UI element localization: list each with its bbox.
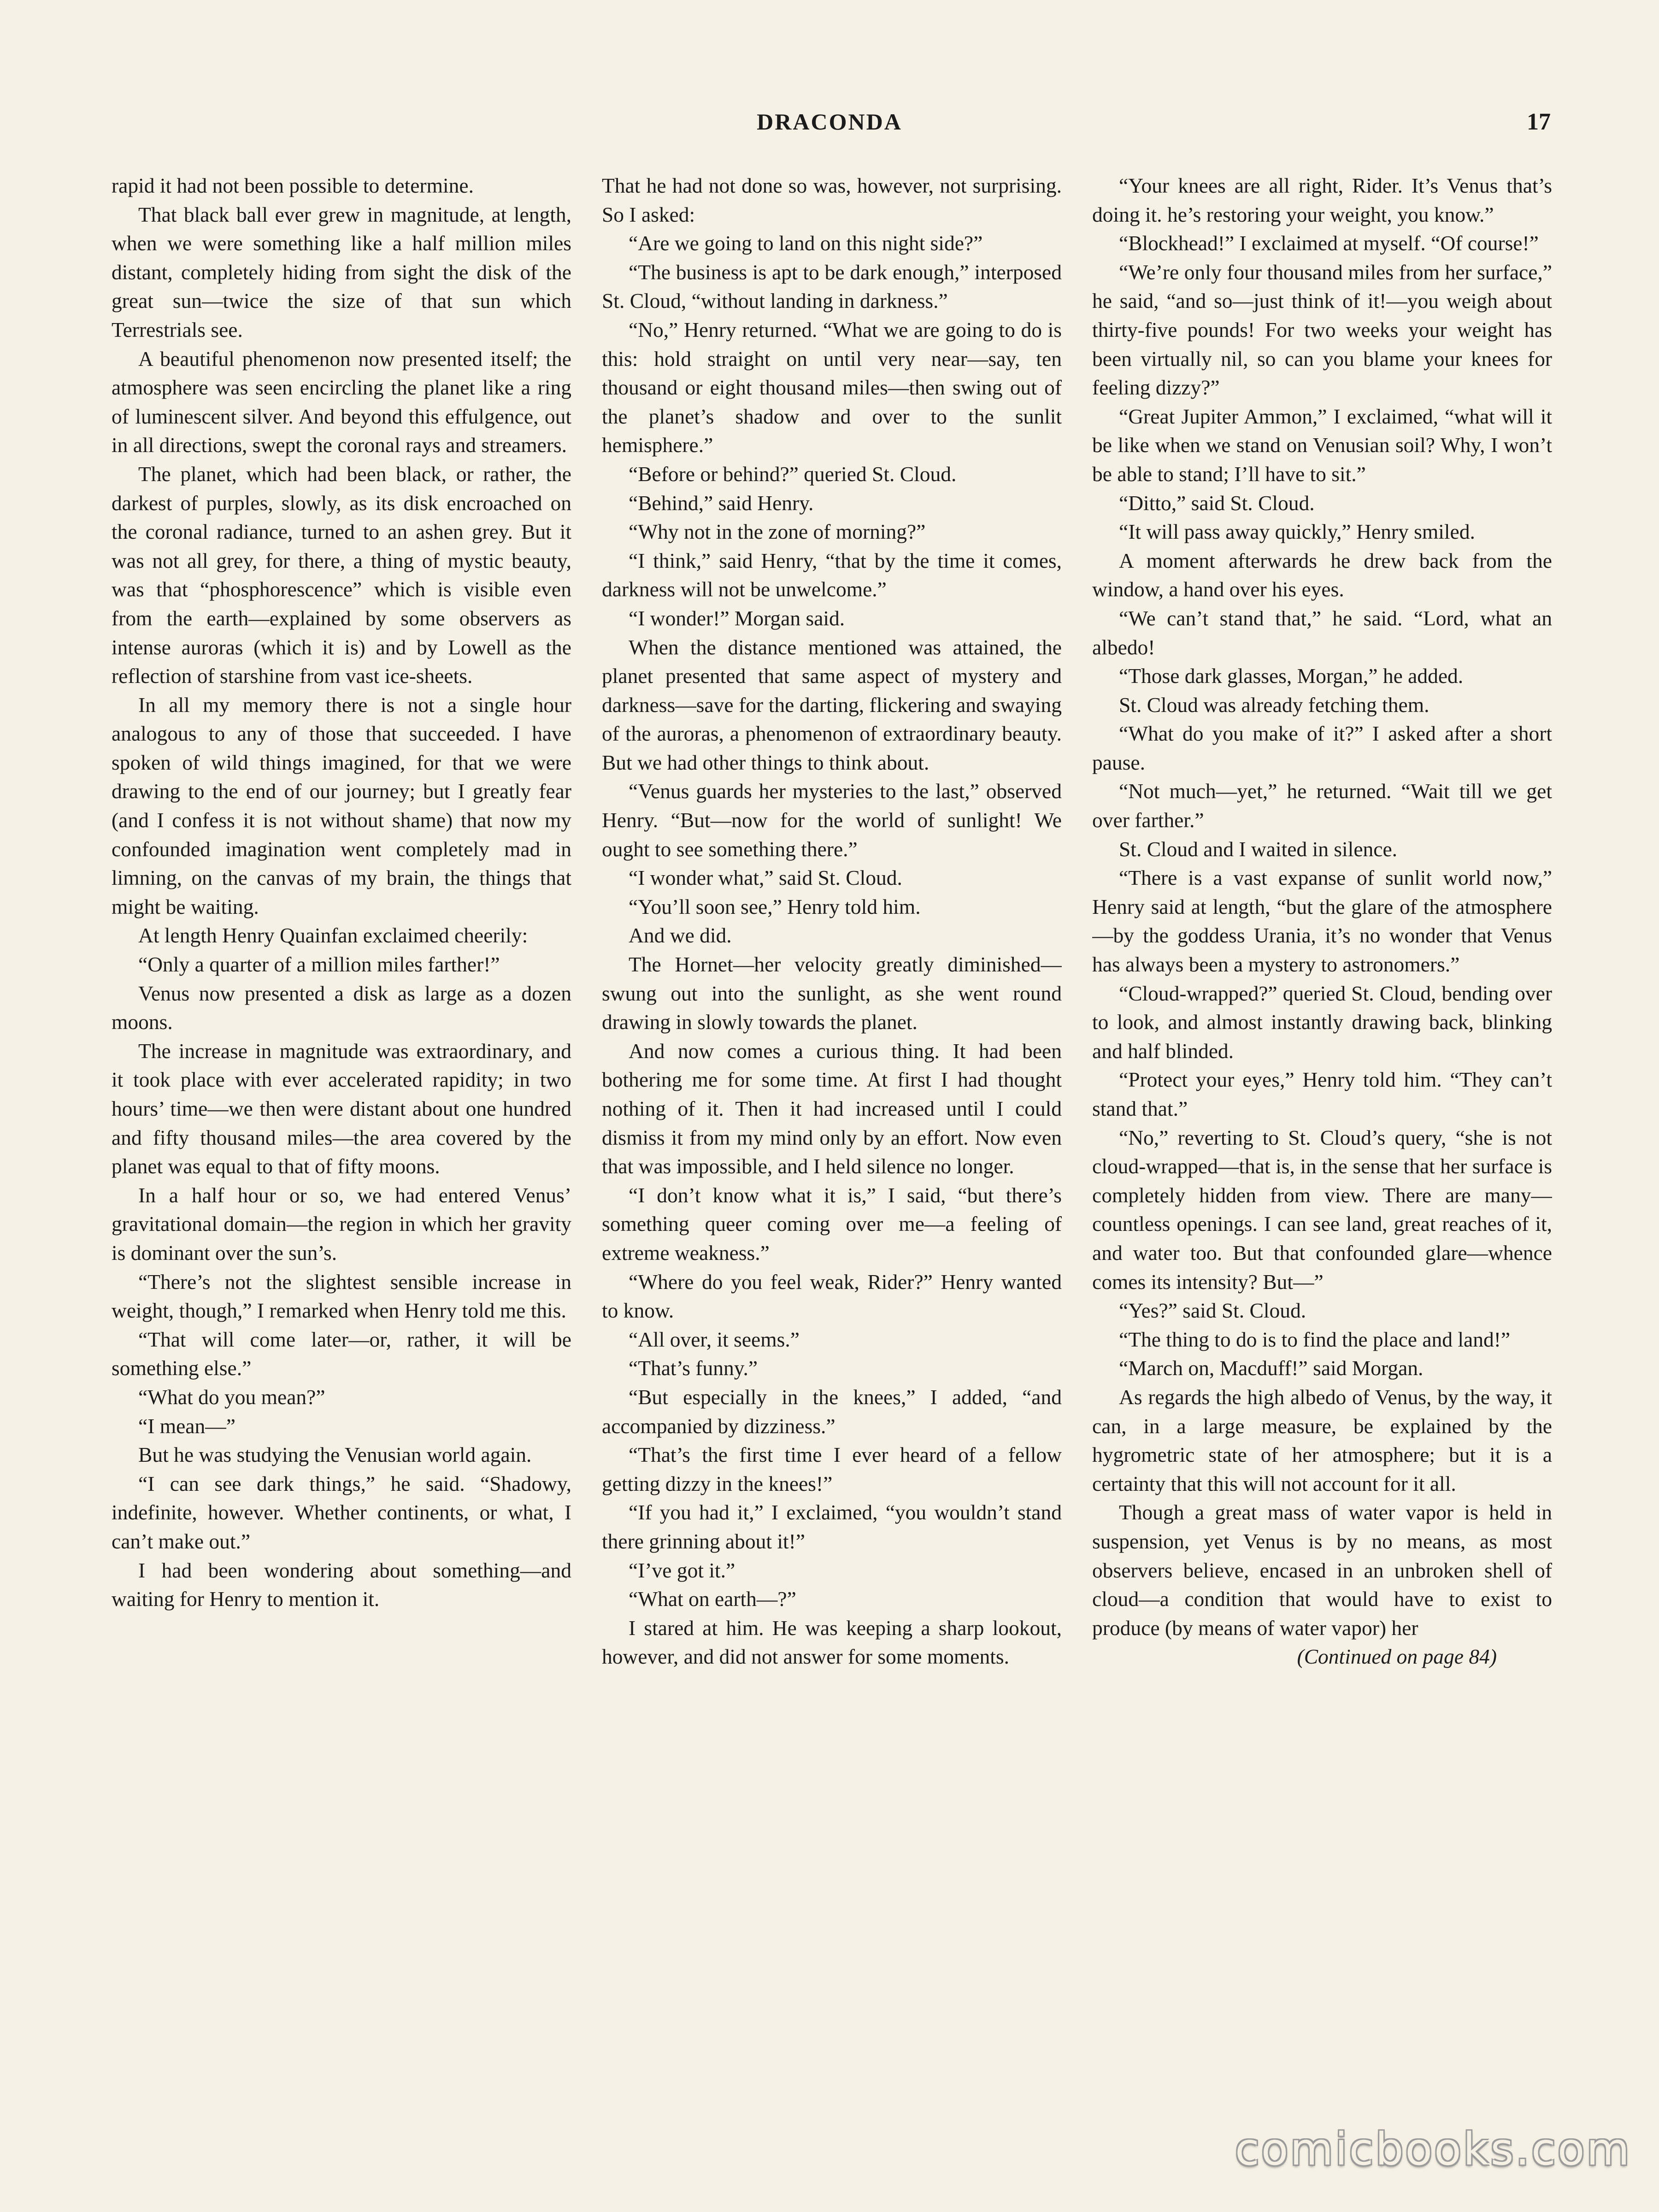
paragraph: “Your knees are all right, Rider. It’s Venus that’s doing it. he’s restoring your weight, you know.”: [1092, 174, 1552, 226]
paragraph: “We’re only four thousand miles from her surface,” he said, “and so—just think of it!—you weigh about thirty-five pounds! For two weeks your weight has been virtually nil, so can you blame your knees for feeling dizzy?”: [1092, 260, 1552, 400]
column-1: [112, 171, 571, 2088]
paragraph: That he had not done so was, however, not surprising. So I asked:: [602, 174, 1062, 226]
paragraph: “I wonder what,” said St. Cloud.: [629, 866, 902, 890]
paragraph: And now comes a curious thing. It had been bothering me for some time. At first I had thought nothing of it. Then it had increased until I could dismiss it from my mind only by an effort. Now even that was impossible, and I held silence no longer.: [602, 1039, 1062, 1178]
paragraph: Venus now presented a disk as large as a dozen moons.: [112, 981, 571, 1034]
text-columns: [112, 171, 1552, 2088]
paragraph: “Before or behind?” queried St. Cloud.: [629, 462, 957, 486]
paragraph: “I can see dark things,” he said. “Shadowy, indefinite, however. Whether continents, or what, I can’t make out.”: [112, 1471, 571, 1553]
paragraph: “That’s funny.”: [629, 1356, 758, 1380]
paragraph: “That’s the first time I ever heard of a fellow getting dizzy in the knees!”: [602, 1443, 1062, 1495]
paragraph: “If you had it,” I exclaimed, “you wouldn’t stand there grinning about it!”: [602, 1500, 1062, 1553]
paragraph: “All over, it seems.”: [629, 1327, 800, 1351]
paragraph: “There’s not the slightest sensible increase in weight, though,” I remarked when Henry told me this.: [112, 1270, 571, 1323]
paragraph: The Hornet—her velocity greatly diminished—swung out into the sunlight, as she went round drawing in slowly towards the planet.: [602, 953, 1062, 1034]
paragraph: “There is a vast expanse of sunlit world now,” Henry said at length, “but the glare of the atmosphere—by the goddess Urania, it’s no wonder that Venus has always been a mystery to astronomers.”: [1092, 866, 1552, 977]
paragraph: “Venus guards her mysteries to the last,” observed Henry. “But—now for the world of sunlight! We ought to see something there.”: [602, 779, 1062, 861]
page-number: 17: [1527, 109, 1551, 135]
paragraph: “The thing to do is to find the place and land!”: [1119, 1327, 1511, 1351]
paragraph: “Blockhead!” I exclaimed at myself. “Of course!”: [1119, 231, 1539, 255]
paragraph: “Only a quarter of a million miles farther!”: [138, 953, 500, 977]
paragraph: “What do you mean?”: [138, 1385, 325, 1409]
paragraph: When the distance mentioned was attained, the planet presented that same aspect of mystery and darkness—save for the darting, flickering and swaying of the auroras, a phenomenon of extraordinary beauty. But we had other things to think about.: [602, 635, 1062, 774]
paragraph: The increase in magnitude was extraordinary, and it took place with ever accelerated rapidity; in two hours’ time—we then were distant about one hundred and fifty thousand miles—the area covered by the planet was equal to that of fifty moons.: [112, 1039, 571, 1178]
paragraph: Though a great mass of water vapor is held in suspension, yet Venus is by no means, as most observers believe, encased in an unbroken shell of cloud—a condition that would have to exist to produce (by means of water vapor) her: [1092, 1500, 1552, 1640]
paragraph: A beautiful phenomenon now presented itself; the atmosphere was seen encircling the planet like a ring of luminescent silver. And beyond this effulgence, out in all directions, swept the coronal rays and streamers.: [112, 347, 571, 457]
paragraph: “What on earth—?”: [629, 1587, 796, 1611]
watermark: comicbooks.com: [1235, 2124, 1631, 2175]
paragraph: As regards the high albedo of Venus, by the way, it can, in a large measure, be explained by the hygrometric state of her atmosphere; but it is a certainty that this will not account for it all.: [1092, 1385, 1552, 1495]
paragraph: “I mean—”: [138, 1414, 235, 1438]
paragraph: And we did.: [629, 924, 732, 947]
paragraph: That black ball ever grew in magnitude, at length, when we were something like a half million miles distant, completely hiding from sight the disk of the great sun—twice the size of that sun which Terrestrials see.: [112, 202, 571, 341]
paragraph: “I don’t know what it is,” I said, “but there’s something queer coming over me—a feeling of extreme weakness.”: [602, 1183, 1062, 1265]
page-header: [108, 108, 1551, 145]
paragraph: The planet, which had been black, or rather, the darkest of purples, slowly, as its disk encroached on the coronal radiance, turned to an ashen grey. But it was not all grey, for there, a thing of mystic beauty, was that “phosphorescence” which is visible even from the earth—explained by some observers as intense auroras (which it is) and by Lowell as the reflection of starshine from vast ice-sheets.: [112, 462, 571, 688]
paragraph: “I’ve got it.”: [629, 1558, 735, 1582]
paragraph: “Protect your eyes,” Henry told him. “They can’t stand that.”: [1092, 1068, 1552, 1120]
paragraph: “The business is apt to be dark enough,” interposed St. Cloud, “without landing in darkness.”: [602, 260, 1062, 313]
paragraph: But he was studying the Venusian world again.: [138, 1443, 532, 1467]
paragraph: “Great Jupiter Ammon,” I exclaimed, “what will it be like when we stand on Venusian soil? Why, I won’t be able to stand; I’ll have to sit.”: [1092, 404, 1552, 486]
paragraph: A moment afterwards he drew back from the window, a hand over his eyes.: [1092, 548, 1552, 601]
paragraph: “No,” Henry returned. “What we are going to do is this: hold straight on until very near—say, ten thousand or eight thousand miles—then swing out of the planet’s shadow and over to the sunlit hemisphere.”: [602, 318, 1062, 457]
paragraph: “Not much—yet,” he returned. “Wait till we get over farther.”: [1092, 779, 1552, 832]
paragraph: “Ditto,” said St. Cloud.: [1119, 491, 1315, 515]
paragraph: At length Henry Quainfan exclaimed cheerily:: [138, 924, 528, 947]
paragraph: “It will pass away quickly,” Henry smiled.: [1119, 520, 1475, 544]
paragraph: rapid it had not been possible to determine.: [112, 174, 474, 197]
paragraph: I stared at him. He was keeping a sharp lookout, however, and did not answer for some moments.: [602, 1616, 1062, 1669]
paragraph: I had been wondering about something—and waiting for Henry to mention it.: [112, 1558, 571, 1611]
paragraph: “Yes?” said St. Cloud.: [1119, 1299, 1306, 1323]
paragraph: “I wonder!” Morgan said.: [629, 606, 845, 630]
paragraph: “Cloud-wrapped?” queried St. Cloud, bending over to look, and almost instantly drawing back, blinking and half blinded.: [1092, 981, 1552, 1063]
paragraph: “Those dark glasses, Morgan,” he added.: [1119, 664, 1464, 688]
column-2: [602, 171, 1062, 2088]
paragraph: “We can’t stand that,” he said. “Lord, what an albedo!: [1092, 606, 1552, 659]
running-title: DRACONDA: [757, 109, 902, 135]
paragraph: “That will come later—or, rather, it will be something else.”: [112, 1327, 571, 1380]
paragraph: “But especially in the knees,” I added, “and accompanied by dizziness.”: [602, 1385, 1062, 1438]
paragraph: St. Cloud was already fetching them.: [1119, 693, 1430, 717]
paragraph: “Why not in the zone of morning?”: [629, 520, 926, 544]
continued-note: (Continued on page 84): [1297, 1645, 1497, 1669]
paragraph: In a half hour or so, we had entered Venus’ gravitational domain—the region in which her gravity is dominant over the sun’s.: [112, 1183, 571, 1265]
paragraph: “I think,” said Henry, “that by the time it comes, darkness will not be unwelcome.”: [602, 548, 1062, 601]
paragraph: St. Cloud and I waited in silence.: [1119, 837, 1398, 861]
paragraph: “Behind,” said Henry.: [629, 491, 814, 515]
paragraph: “Where do you feel weak, Rider?” Henry wanted to know.: [602, 1270, 1062, 1323]
paragraph: “What do you make of it?” I asked after a short pause.: [1092, 722, 1552, 774]
paragraph: In all my memory there is not a single hour analogous to any of those that succeeded. I have spoken of wild things imagined, for that we were drawing to the end of our journey; but I greatly fear (and I confess it is not without shame) that now my confounded imagination went completely mad in limning, on the canvas of my brain, the things that might be waiting.: [112, 693, 571, 918]
paragraph: “March on, Macduff!” said Morgan.: [1119, 1356, 1424, 1380]
column-3: [1092, 171, 1552, 2088]
paragraph: “No,” reverting to St. Cloud’s query, “she is not cloud-wrapped—that is, in the sense that her surface is completely hidden from view. There are many—countless openings. I can see land, great reaches of it, and water too. But that confounded glare—whence comes its intensity? But—”: [1092, 1125, 1552, 1294]
paragraph: “You’ll soon see,” Henry told him.: [629, 894, 921, 918]
paragraph: “Are we going to land on this night side?”: [629, 231, 983, 255]
